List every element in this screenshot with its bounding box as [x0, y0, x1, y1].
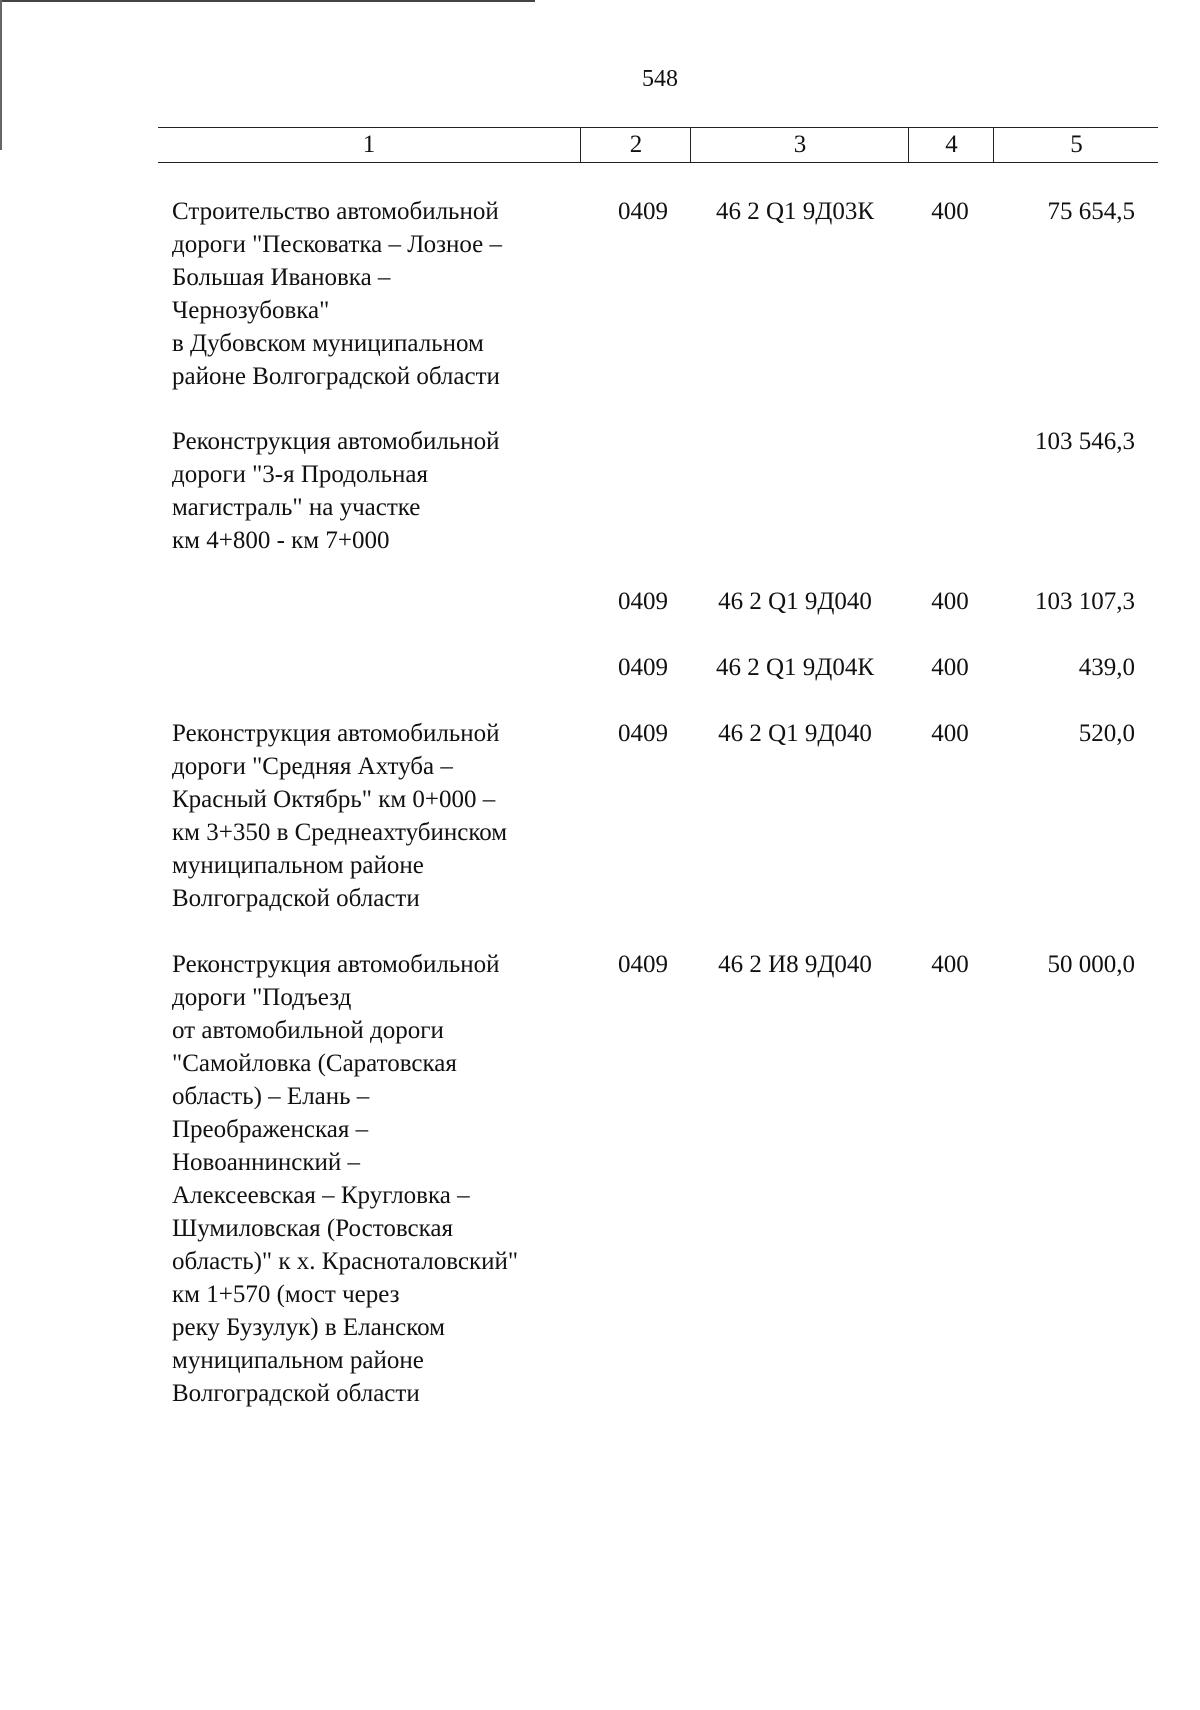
- row-name: [172, 948, 592, 1410]
- page-number: 548: [642, 66, 678, 92]
- name-line: км 4+800 - км 7+000: [172, 527, 390, 554]
- row-section: 0409: [618, 951, 668, 978]
- header-col-5: 5: [993, 128, 1159, 162]
- name-line: от автомобильной дороги: [172, 1017, 444, 1044]
- row-code: 46 2 Q1 9Д040: [718, 588, 872, 615]
- name-line: область)" к х. Красноталовский": [172, 1248, 519, 1275]
- name-line: Реконструкция автомобильной: [172, 951, 500, 978]
- row-name: [172, 717, 592, 915]
- row-code: 46 2 Q1 9Д040: [718, 720, 872, 747]
- row-section: 0409: [618, 720, 668, 747]
- header-col-3: 3: [690, 128, 909, 162]
- name-line: км 1+570 (мост через: [172, 1281, 400, 1308]
- name-line: Новоаннинский –: [172, 1149, 361, 1176]
- row-code: 46 2 Q1 9Д03К: [715, 198, 875, 225]
- row-sum: 103 546,3: [1035, 428, 1135, 455]
- name-line: Алексеевская – Кругловка –: [172, 1182, 470, 1209]
- table-header: [158, 127, 1158, 163]
- name-line: Большая Ивановка –: [172, 264, 391, 291]
- row-type: 400: [931, 720, 969, 747]
- row-code: 46 2 Q1 9Д04К: [715, 654, 875, 681]
- name-line: Волгоградской области: [172, 1380, 420, 1407]
- row-sum: 520,0: [1078, 720, 1135, 747]
- name-line: районе Волгоградской области: [172, 363, 500, 390]
- scan-edge-top: [0, 0, 535, 2]
- name-line: Красный Октябрь" км 0+000 –: [172, 786, 496, 813]
- row-code: 46 2 И8 9Д040: [718, 951, 872, 978]
- name-line: дороги "Песковатка – Лозное –: [172, 231, 503, 258]
- name-line: Строительство автомобильной: [172, 198, 499, 225]
- name-line: муниципальном районе: [172, 1347, 424, 1374]
- name-line: км 3+350 в Среднеахтубинском: [172, 819, 508, 846]
- name-line: Реконструкция автомобильной: [172, 428, 500, 455]
- row-section: 0409: [618, 198, 668, 225]
- name-line: область) – Елань –: [172, 1083, 370, 1110]
- name-line: Реконструкция автомобильной: [172, 720, 500, 747]
- header-col-1: 1: [362, 131, 376, 158]
- name-line: магистраль" на участке: [172, 494, 421, 521]
- name-line: Волгоградской области: [172, 885, 420, 912]
- row-type: 400: [931, 951, 969, 978]
- row-name: [172, 425, 592, 557]
- name-line: дороги "Средняя Ахтуба –: [172, 753, 453, 780]
- name-line: Шумиловская (Ростовская: [172, 1215, 453, 1242]
- name-line: дороги "Подъезд: [172, 984, 352, 1011]
- header-col-4: 4: [908, 128, 994, 162]
- row-type: 400: [931, 588, 969, 615]
- header-col-2: 2: [580, 128, 691, 162]
- name-line: в Дубовском муниципальном: [172, 330, 484, 357]
- row-sum: 103 107,3: [1035, 588, 1135, 615]
- row-type: 400: [931, 654, 969, 681]
- name-line: дороги "3-я Продольная: [172, 461, 428, 488]
- row-sum: 439,0: [1078, 654, 1135, 681]
- name-line: реку Бузулук) в Еланском: [172, 1314, 445, 1341]
- name-line: муниципальном районе: [172, 852, 424, 879]
- name-line: Преображенская –: [172, 1116, 369, 1143]
- row-sum: 75 654,5: [1047, 198, 1135, 225]
- row-name: [172, 195, 592, 393]
- row-section: 0409: [618, 654, 668, 681]
- row-sum: 50 000,0: [1047, 951, 1135, 978]
- row-section: 0409: [618, 588, 668, 615]
- name-line: "Самойловка (Саратовская: [172, 1050, 457, 1077]
- row-type: 400: [931, 198, 969, 225]
- name-line: Чернозубовка": [172, 297, 330, 324]
